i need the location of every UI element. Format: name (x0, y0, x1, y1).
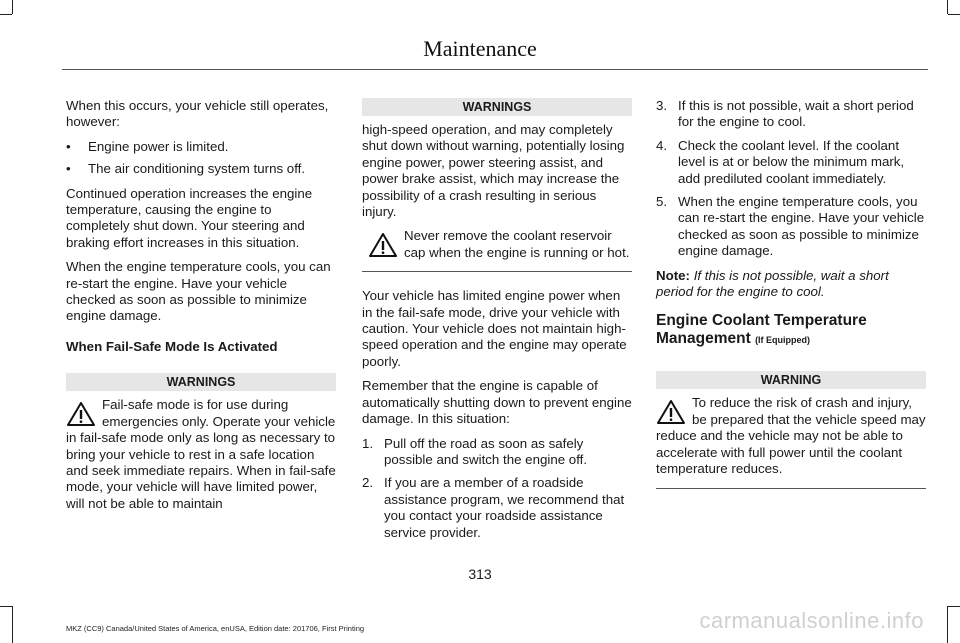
paragraph: Continued operation increases the engine temperature, causing the engine to completely shut down. Your steering and braking effort increases in this situation. (66, 185, 313, 250)
crop-mark (947, 606, 948, 643)
list-item: 5. When the engine temperature cools, you can re-start the engine. Have your vehicle checked as soon as possible to minimize engine damage. (656, 194, 925, 259)
warning-end-rule (656, 488, 926, 489)
paragraph: When the engine temperature cools, you can re-start the engine. Have your vehicle checked as soon as possible to minimize engine damage. (66, 259, 331, 324)
list-item: 1. Pull off the road as soon as safely possible and switch the engine off. (362, 435, 588, 467)
crop-mark (948, 14, 960, 15)
warning-block (66, 397, 336, 512)
note (656, 268, 926, 301)
note-text: If this is not possible, wait a short period for the engine to cool. (656, 267, 889, 300)
list-item: 4. Check the coolant level. If the coolant level is at or below the minimum mark, add prediluted coolant immediately. (656, 137, 905, 186)
warning-text: Fail-safe mode is for use during emergencies only. Operate your vehicle in fail-safe mode only as long as necessary to bring your vehicle to rest in a safe location and seek immediate repairs. When in fail-safe mode, your vehicle will have limited power, will not be able to maintain (66, 397, 336, 511)
crop-mark (947, 0, 948, 14)
warning-header: WARNING (656, 371, 926, 389)
column-2 (362, 98, 632, 549)
column-1 (66, 98, 336, 512)
warning-end-rule (362, 271, 632, 272)
step-list (362, 436, 632, 541)
paragraph: Remember that the engine is capable of automatically shutting down to prevent engine damage. In this situation: (362, 378, 632, 427)
subheading: When Fail-Safe Mode Is Activated (66, 338, 278, 354)
list-item: 2. If you are a member of a roadside assistance program, we recommend that you contact your roadside assistance service provider. (362, 475, 625, 540)
warning-text: To reduce the risk of crash and injury, be prepared that the vehicle speed may reduce and the vehicle may not be able to accelerate with full power until the coolant temperature reduces. (656, 395, 926, 477)
intro-text: When this occurs, your vehicle still operates, however: (66, 98, 329, 130)
step-list (656, 98, 926, 260)
list-item: 3. If this is not possible, wait a short period for the engine to cool. (656, 98, 914, 130)
crop-mark (0, 606, 12, 607)
warning-triangle-icon (66, 401, 96, 427)
bullet-list (66, 139, 336, 178)
page-title: Maintenance (423, 36, 537, 61)
paragraph: Your vehicle has limited engine power when in the fail-safe mode, drive your vehicle with caution. Your vehicle does not maintain high-speed operation and the engine may operate poorly. (362, 288, 627, 369)
crop-mark (12, 0, 13, 14)
warnings-header: WARNINGS (66, 373, 336, 391)
warning-block (656, 395, 926, 477)
bullet-symbol: • (66, 161, 71, 177)
crop-mark (948, 606, 960, 607)
warning-text-continued: high-speed operation, and may completely shut down without warning, potentially losing engine power, power steering assist, and power brake assist, which may increase the possibility of a crash resulting in serious injury. (362, 122, 625, 220)
section-heading: Engine Coolant Temperature Management (If Equipped) (656, 312, 867, 348)
watermark: carmanualsonline.info (699, 608, 924, 633)
crop-mark (12, 606, 13, 643)
list-item: • The air conditioning system turns off. (66, 161, 306, 177)
page-number: 313 (468, 566, 492, 582)
warning-triangle-icon (656, 399, 686, 425)
column-3 (656, 98, 926, 505)
bullet-symbol: • (66, 138, 71, 154)
warning-block (362, 228, 632, 261)
footer-text: MKZ (CC9) Canada/United States of America, enUSA, Edition date: 201706, First Printing (66, 624, 365, 633)
list-item: • Engine power is limited. (66, 138, 229, 154)
section-suffix: (If Equipped) (755, 335, 811, 346)
warnings-header: WARNINGS (362, 98, 632, 116)
header-rule (62, 69, 928, 70)
note-label: Note: (656, 267, 690, 283)
warning-triangle-icon (368, 232, 398, 258)
crop-mark (0, 14, 12, 15)
warning-text: Never remove the coolant reservoir cap when the engine is running or hot. (404, 228, 630, 260)
